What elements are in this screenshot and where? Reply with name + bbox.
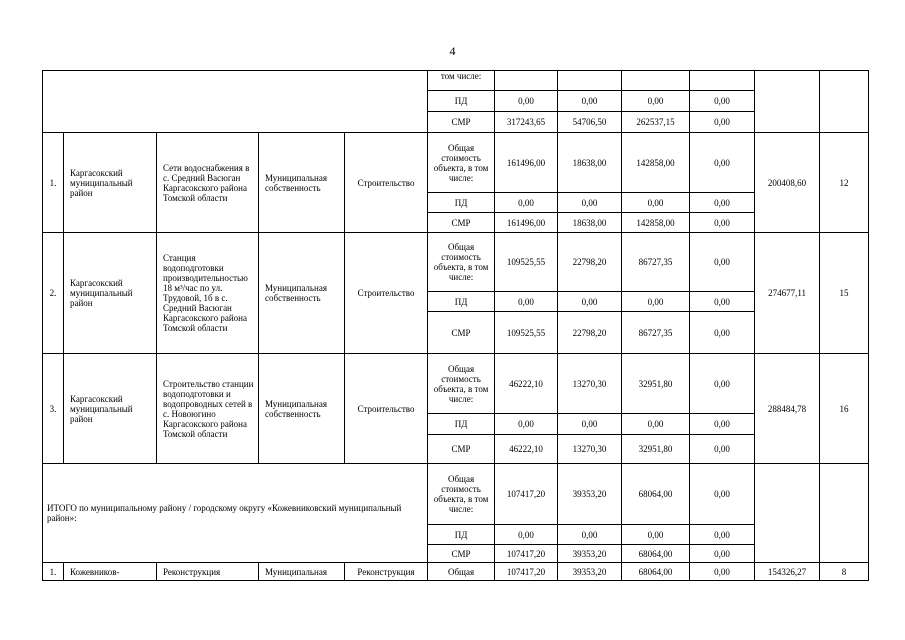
- pd-label: ПД: [428, 292, 495, 312]
- value-cell: 54706,50: [558, 112, 622, 133]
- smr-label: СМР: [428, 112, 495, 133]
- value-cell: 0,00: [622, 292, 690, 312]
- value-cell: 0,00: [558, 91, 622, 112]
- value-cell: 0,00: [622, 193, 690, 213]
- value-cell: 0,00: [495, 91, 558, 112]
- value-cell: 161496,00: [495, 133, 558, 193]
- last-empty-cell: [820, 71, 869, 133]
- object-number: 1.: [43, 563, 64, 581]
- table-row: [43, 354, 869, 414]
- district-cell: Каргасокский муниципальный район: [64, 133, 157, 233]
- value-cell: 39353,20: [558, 545, 622, 563]
- pd-label: ПД: [428, 91, 495, 112]
- value-cell: 0,00: [622, 414, 690, 435]
- district-cell: Кожевников-: [64, 563, 157, 581]
- value-cell: 142858,00: [622, 133, 690, 193]
- pd-label: ПД: [428, 414, 495, 435]
- district-cell: Каргасокский муниципальный район: [64, 233, 157, 354]
- value-cell: 262537,15: [622, 112, 690, 133]
- value-cell: 86727,35: [622, 233, 690, 292]
- top-left-empty-cell: [43, 71, 428, 133]
- object-number: 2.: [43, 233, 64, 354]
- value-cell: 39353,20: [558, 563, 622, 581]
- value-cell: 0,00: [690, 193, 755, 213]
- value-cell: 13270,30: [558, 435, 622, 464]
- value-cell: 142858,00: [622, 213, 690, 233]
- value-cell: 68064,00: [622, 464, 690, 525]
- value-cell: 46222,10: [495, 354, 558, 414]
- value-cell: 32951,80: [622, 435, 690, 464]
- value-cell: 0,00: [690, 112, 755, 133]
- value-cell: 0,00: [622, 91, 690, 112]
- value-cell: 0,00: [690, 563, 755, 581]
- value-cell: 0,00: [495, 525, 558, 545]
- object-name: Строительство станции водоподготовки и водопроводных сетей в с. Новоюгино Каргасокского района Томской области: [157, 354, 259, 464]
- ownership-cell: Муниципальная собственность: [259, 354, 345, 464]
- cost-type-label: Общая стоимость объекта, в том числе:: [428, 354, 495, 414]
- last-value: 15: [820, 233, 869, 354]
- value-cell: 0,00: [558, 193, 622, 213]
- object-number: 1.: [43, 133, 64, 233]
- smr-label: СМР: [428, 312, 495, 354]
- value-cell: 0,00: [495, 292, 558, 312]
- ownership-cell: Муниципальная собственность: [259, 233, 345, 354]
- cost-type-label: Общая стоимость объекта, в том числе:: [428, 464, 495, 525]
- cost-type-label: Общая стоимость объекта, в том числе:: [428, 133, 495, 193]
- value-cell: 0,00: [690, 354, 755, 414]
- cost-type-label: том числе:: [428, 71, 495, 91]
- value-cell: 0,00: [558, 525, 622, 545]
- value-cell: 0,00: [690, 133, 755, 193]
- value-cell: 0,00: [558, 414, 622, 435]
- extra-value: 288484,78: [755, 354, 820, 464]
- object-name: Станция водоподготовки производительностью 18 м³/час по ул. Трудовой, 1б в с. Средний Васюган Каргасокского района Томской области: [157, 233, 259, 354]
- value-cell: 0,00: [690, 464, 755, 525]
- work-type-cell: Реконструкция: [345, 563, 428, 581]
- value-cell: 32951,80: [622, 354, 690, 414]
- district-cell: Каргасокский муниципальный район: [64, 354, 157, 464]
- value-cell: 0,00: [495, 414, 558, 435]
- value-cell: 0,00: [622, 525, 690, 545]
- cost-type-label: Общая стоимость объекта, в том числе:: [428, 233, 495, 292]
- extra-empty-cell: [755, 71, 820, 133]
- value-cell: 0,00: [558, 292, 622, 312]
- value-cell: 161496,00: [495, 213, 558, 233]
- ownership-cell: Муниципальная собственность: [259, 133, 345, 233]
- extra-value: 274677,11: [755, 233, 820, 354]
- value-cell: 39353,20: [558, 464, 622, 525]
- extra-empty-cell: [755, 464, 820, 563]
- object-number: 3.: [43, 354, 64, 464]
- document-table: [42, 70, 869, 581]
- value-cell: 109525,55: [495, 312, 558, 354]
- last-empty-cell: [820, 464, 869, 563]
- value-cell: 0,00: [690, 91, 755, 112]
- smr-label: СМР: [428, 435, 495, 464]
- value-cell: 0,00: [495, 193, 558, 213]
- value-cell: 0,00: [690, 233, 755, 292]
- value-cell: 107417,20: [495, 545, 558, 563]
- object-name: Сети водоснабжения в с. Средний Васюган Каргасокского района Томской области: [157, 133, 259, 233]
- value-cell: 107417,20: [495, 563, 558, 581]
- smr-label: СМР: [428, 213, 495, 233]
- value-cell: 18638,00: [558, 133, 622, 193]
- value-cell: 0,00: [690, 213, 755, 233]
- smr-label: СМР: [428, 545, 495, 563]
- value-cell: 68064,00: [622, 563, 690, 581]
- pd-label: ПД: [428, 193, 495, 213]
- value-cell: 22798,20: [558, 233, 622, 292]
- value-cell: 18638,00: [558, 213, 622, 233]
- value-cell: 0,00: [690, 292, 755, 312]
- table-row: [43, 464, 869, 525]
- page-number: 4: [449, 44, 456, 58]
- table-row: [43, 133, 869, 193]
- table-row: [43, 563, 869, 581]
- last-value: 8: [820, 563, 869, 581]
- last-value: 16: [820, 354, 869, 464]
- value-cell: 0,00: [690, 545, 755, 563]
- value-cell: 0,00: [690, 435, 755, 464]
- last-value: 12: [820, 133, 869, 233]
- pd-label: ПД: [428, 525, 495, 545]
- itogo-title: ИТОГО по муниципальному району / городскому округу «Кожевниковский муниципальный район»:: [43, 464, 428, 563]
- table-row: [43, 233, 869, 292]
- value-cell: 68064,00: [622, 545, 690, 563]
- value-cell: 46222,10: [495, 435, 558, 464]
- value-cell: 317243,65: [495, 112, 558, 133]
- value-cell: 86727,35: [622, 312, 690, 354]
- ownership-cell: Муниципальная: [259, 563, 345, 581]
- table-row: [43, 71, 869, 91]
- extra-value: 154326,27: [755, 563, 820, 581]
- object-name: Реконструкция: [157, 563, 259, 581]
- value-cell: 0,00: [690, 312, 755, 354]
- value-cell: 109525,55: [495, 233, 558, 292]
- value-cell: 22798,20: [558, 312, 622, 354]
- cost-type-label: Общая: [428, 563, 495, 581]
- extra-value: 200408,60: [755, 133, 820, 233]
- value-cell: 0,00: [690, 525, 755, 545]
- value-cell: 0,00: [690, 414, 755, 435]
- work-type-cell: Строительство: [345, 233, 428, 354]
- value-cell: 13270,30: [558, 354, 622, 414]
- value-cell: 107417,20: [495, 464, 558, 525]
- work-type-cell: Строительство: [345, 354, 428, 464]
- work-type-cell: Строительство: [345, 133, 428, 233]
